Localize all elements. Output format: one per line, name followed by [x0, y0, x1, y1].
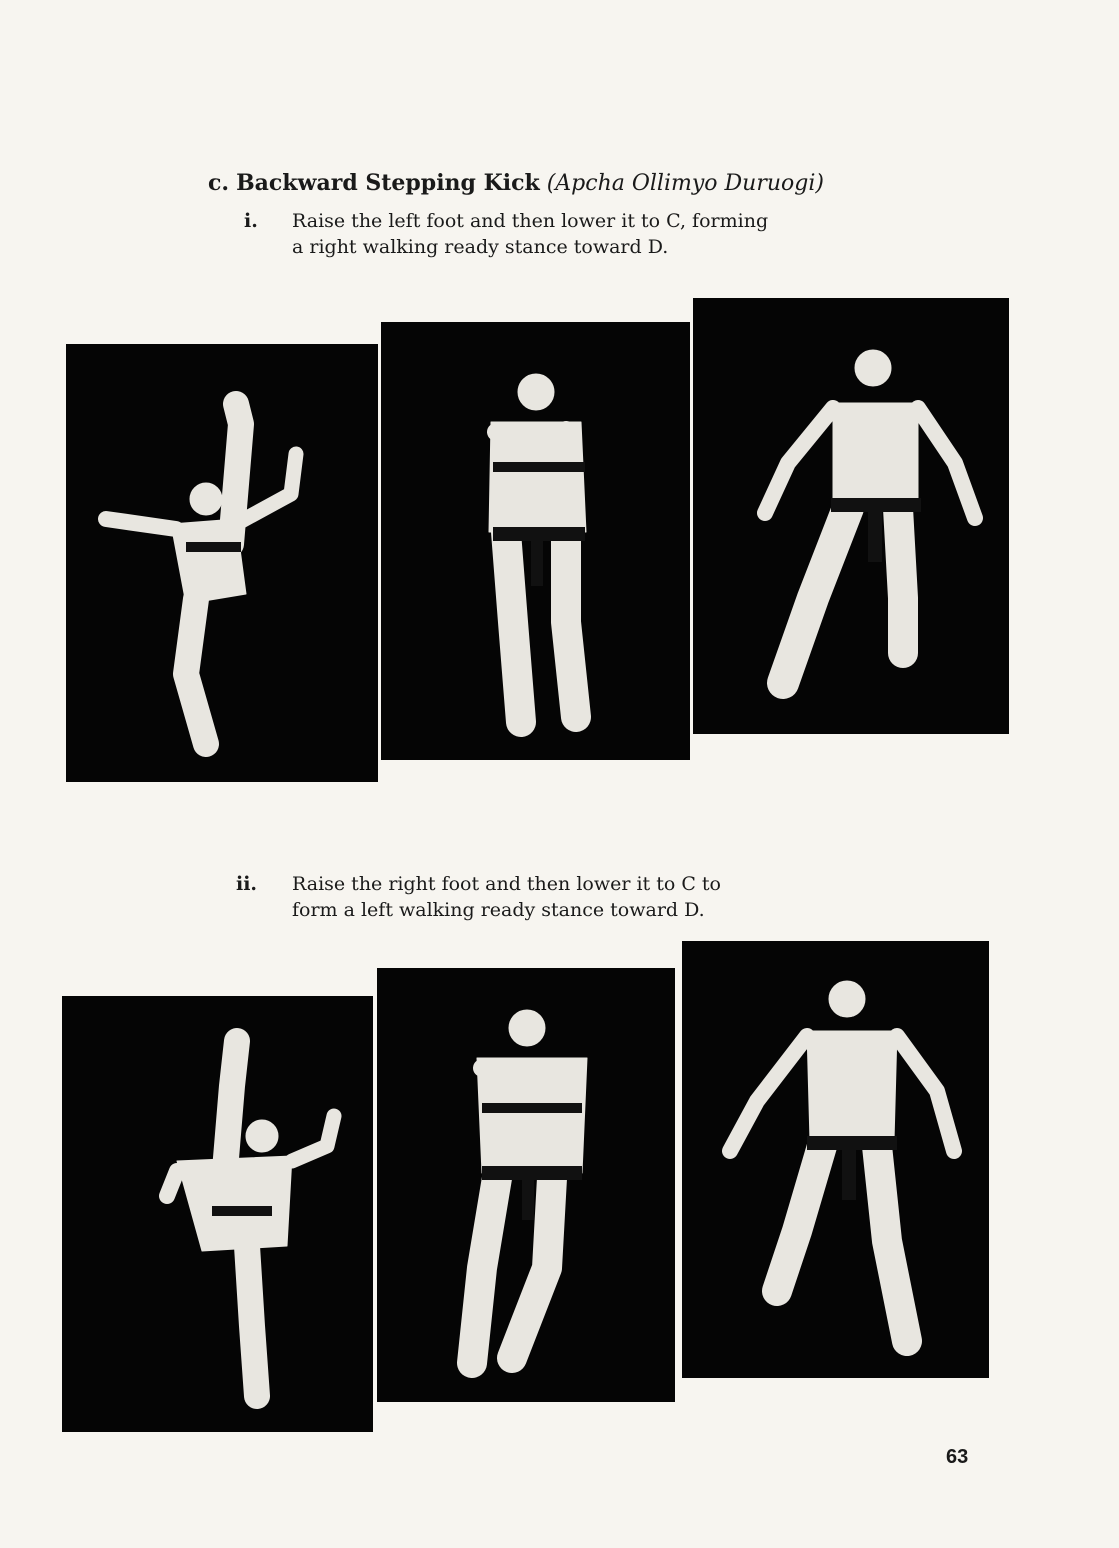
photo-step-1-finish: [693, 298, 1009, 734]
step-1-text: [292, 208, 768, 260]
step-2-line-1: Raise the right foot and then lower it to C to: [292, 873, 721, 895]
photo-step-2-kick: [62, 996, 373, 1432]
section-heading: [208, 170, 824, 196]
step-1-line-2: a right walking ready stance toward D.: [292, 236, 669, 258]
photo-step-2-ready: [377, 968, 675, 1402]
step-1-line-1: Raise the left foot and then lower it to C, forming: [292, 210, 769, 232]
step-2-text: [292, 871, 721, 923]
photo-step-1-ready: [381, 322, 690, 760]
step-2-line-2: form a left walking ready stance toward D.: [292, 899, 705, 921]
step-2-marker: ii.: [236, 873, 258, 895]
step-2: [236, 871, 836, 931]
section-title: Backward Stepping Kick: [236, 170, 540, 196]
step-1-marker: i.: [244, 210, 258, 232]
photo-step-1-kick: [66, 344, 378, 782]
page-number: 63: [946, 1446, 969, 1468]
section-letter: c.: [208, 170, 230, 196]
step-1: [244, 208, 844, 268]
photo-step-2-finish: [682, 941, 989, 1378]
section-subtitle: (Apcha Ollimyo Duruogi): [546, 171, 824, 196]
